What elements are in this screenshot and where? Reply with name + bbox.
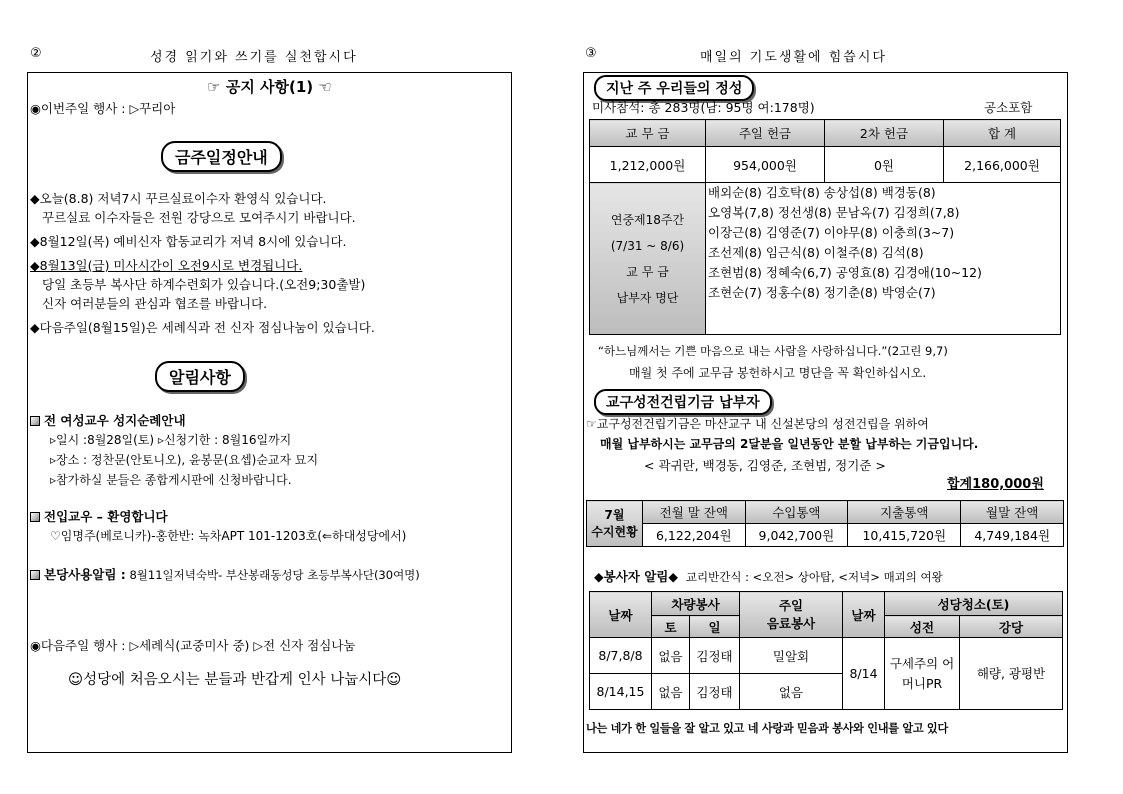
finance-value: 9,042,700원 (745, 524, 848, 547)
offering-header: 교 무 금 (590, 120, 706, 147)
newcomer-title: 전입교우 – 환영합니다 (30, 507, 168, 525)
pilgrimage-line: ▹장소 : 정찬문(안토니오), 윤봉문(요셉)순교자 묘지 (50, 453, 319, 467)
greeting: ☺성당에 처음오시는 분들과 반갑게 인사 나눕시다☺ (68, 672, 402, 688)
offering-header: 2차 헌금 (825, 120, 944, 147)
quote-note: 매월 첫 주에 교무금 봉헌하시고 명단을 꼭 확인하십시오. (629, 366, 927, 380)
building-line: ☞교구성전건립기금은 마산교구 내 신설본당의 성전건립을 위하여 (586, 417, 929, 431)
right-page (583, 72, 1068, 753)
schedule-pill: 금주일정안내 (161, 141, 282, 172)
square-bullet-icon (30, 512, 40, 522)
quote: “하느님께서는 기쁜 마음으로 내는 사람을 사랑하십니다.”(2고린 9,7) (598, 344, 948, 358)
square-bullet-icon (30, 570, 40, 580)
finance-header: 전월 말 잔액 (643, 501, 746, 524)
vol-drink: 밀알회 (740, 638, 843, 674)
left-header: 성경 읽기와 쓰기를 실천합시다 (150, 50, 358, 65)
vol-header-vehicle: 차량봉사 (652, 592, 740, 616)
vol-header-sun: 일 (690, 616, 740, 638)
pilgrimage-title: 전 여성교우 성지순례안내 (30, 411, 186, 429)
vol-header-sanctuary: 성전 (885, 616, 960, 638)
pilgrimage-line: ▹일시 :8월28일(토) ▹신청기한 : 8월16일까지 (50, 433, 292, 447)
clean-sanctuary: 구세주의 어머니PR (885, 638, 960, 710)
offering-value: 0원 (825, 147, 944, 183)
offering-value: 954,000원 (706, 147, 825, 183)
vol-header-sat: 토 (652, 616, 690, 638)
finance-header: 지출통액 (848, 501, 961, 524)
attendance: 미사참석: 총 283명(남: 95명 여:178명) (592, 100, 815, 115)
building-line: 매월 납부하시는 교무금의 2달분을 일년동안 분할 납부하는 기금입니다. (600, 437, 979, 451)
donor-list (706, 183, 1061, 335)
schedule-line: 당일 초등부 복사단 하계수련회가 있습니다.(오전9;30출발) (42, 277, 366, 292)
donor-row: 조선제(8) 임근식(8) 이철주(8) 김석(8) (708, 245, 924, 260)
donor-row: 배외순(8) 김호탁(8) 송상섭(8) 백경동(8) (708, 185, 936, 200)
donor-row: 오영복(7,8) 정선생(8) 문남옥(7) 김정희(7,8) (708, 205, 960, 220)
vol-date: 8/14,15 (590, 674, 652, 710)
building-pill: 교구성전건립기금 납부자 (594, 389, 772, 415)
footer-verse: 나는 네가 한 일들을 잘 알고 있고 네 사랑과 믿음과 봉사와 인내를 알고 있다 (586, 722, 948, 735)
vol-header-date: 날짜 (590, 592, 652, 638)
finance-value: 10,415,720원 (848, 524, 961, 547)
donor-label: 연중제18주간 (7/31 ~ 8/6) 교 무 금 납부자 명단 (590, 183, 706, 335)
offering-table (589, 119, 1061, 335)
finance-value: 6,122,204원 (643, 524, 746, 547)
offering-pill: 지난 주 우리들의 정성 (594, 75, 754, 101)
schedule-line: ◆8월13일(금) 미사시간이 오전9시로 변경됩니다. (30, 258, 303, 273)
offering-value: 1,212,000원 (590, 147, 706, 183)
volunteer-notice: ◆봉사자 알림◆ 교리반간식 : <오전> 상아탑, <저녁> 매괴의 여왕 (594, 569, 943, 584)
donor-row: 이장근(8) 김영준(7) 이야무(8) 이충희(3~7) (708, 225, 955, 240)
vol-sun: 김정태 (690, 638, 740, 674)
vol-header-clean: 성당청소(토) (885, 592, 1063, 616)
finance-label: 7월 수지현황 (587, 501, 643, 547)
vol-drink: 없음 (740, 674, 843, 710)
vol-sat: 없음 (652, 638, 690, 674)
finance-value: 4,749,184원 (961, 524, 1064, 547)
pilgrimage-line: ▹참가하실 분들은 종합게시판에 신청바랍니다. (50, 473, 292, 487)
finance-header: 수입통액 (745, 501, 848, 524)
vol-sun: 김정태 (690, 674, 740, 710)
this-week-event: ◉이번주일 행사 : ▷꾸리아 (30, 101, 176, 116)
schedule-line: 꾸르실료 이수자들은 전원 강당으로 모여주시기 바랍니다. (42, 210, 356, 225)
vol-sat: 없음 (652, 674, 690, 710)
offering-header: 주일 헌금 (706, 120, 825, 147)
right-page-number: ③ (585, 46, 597, 61)
vol-header-date2: 날짜 (843, 592, 885, 638)
vol-header-hall: 강당 (960, 616, 1063, 638)
right-header: 매일의 기도생활에 힘씁시다 (700, 50, 887, 65)
offering-header: 합 계 (944, 120, 1061, 147)
donor-row: 조현범(8) 정혜숙(6,7) 공영효(8) 김경애(10~12) (708, 265, 982, 280)
finance-header: 월말 잔액 (961, 501, 1064, 524)
square-bullet-icon (30, 416, 40, 426)
vol-date: 8/7,8/8 (590, 638, 652, 674)
donor-row: 조현순(7) 정홍수(8) 정기춘(8) 박영순(7) (708, 285, 936, 300)
clean-date: 8/14 (843, 638, 885, 710)
clean-hall: 해량, 광평반 (960, 638, 1063, 710)
schedule-line: ◆다음주일(8월15일)은 세례식과 전 신자 점심나눔이 있습니다. (30, 320, 375, 335)
volunteer-table (589, 591, 1063, 710)
newcomer-info: ♡임명주(베로니카)-홍한반: 녹차APT 101-1203호(⇐하대성당에서) (50, 529, 407, 543)
vol-header-drink: 주일 음료봉사 (740, 592, 843, 638)
next-week-event: ◉다음주일 행사 : ▷세례식(교중미사 중) ▷전 신자 점심나눔 (30, 638, 356, 653)
schedule-line: ◆오늘(8.8) 저녁7시 꾸르실료이수자 환영식 있습니다. (30, 191, 327, 206)
offering-value: 2,166,000원 (944, 147, 1061, 183)
attendance-note: 공소포함 (984, 100, 1033, 115)
left-page (27, 72, 512, 753)
building-total: 합계180,000원 (947, 477, 1044, 492)
schedule-line: 신자 여러분들의 관심과 협조를 바랍니다. (42, 296, 268, 311)
notice-title: ☞ 공지 사항(1) ☜ (207, 78, 332, 96)
building-names: < 곽귀란, 백경동, 김영준, 조현범, 정기준 > (644, 458, 886, 473)
finance-table (586, 500, 1064, 547)
notice-pill: 알림사항 (155, 361, 245, 392)
schedule-line: ◆8월12일(목) 예비신자 합동교리가 저녁 8시에 있습니다. (30, 234, 347, 249)
left-page-number: ② (30, 46, 42, 61)
hall-usage: 본당사용알림 : 8월11일저녁숙박- 부산봉래동성당 초등부복사단(30여명) (30, 565, 420, 583)
